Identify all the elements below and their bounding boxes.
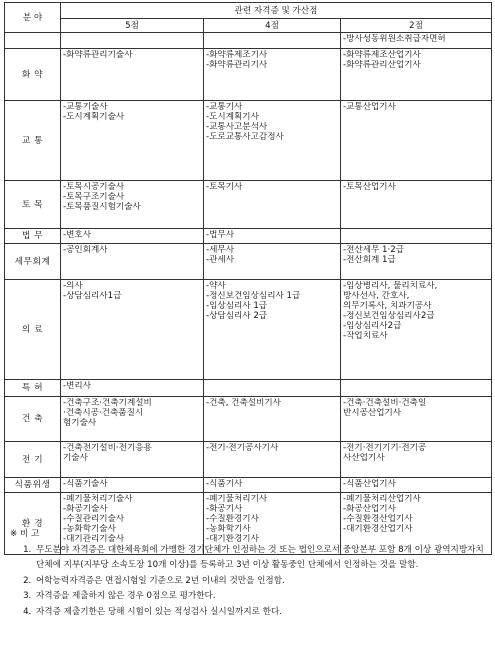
remarks-title: ※ 비 고 xyxy=(10,529,40,539)
points-4-cell xyxy=(204,229,341,244)
certificate-item: -토목시공기술사 xyxy=(63,182,125,192)
certificate-points-table xyxy=(4,2,492,555)
certificate-item: -대기환경산업기사 xyxy=(343,524,413,534)
remark-item: 4. 자격증 제출기한은 당해 시험이 있는 적성검사 실시일까지로 한다. xyxy=(34,605,488,621)
certificate-item: -상담심리사1급 xyxy=(63,291,122,301)
certificate-item: -화약류제조기사 xyxy=(206,50,268,60)
certificate-item: -토목품질시험기술사 xyxy=(63,202,141,212)
points-5-cell xyxy=(61,380,204,397)
points-2-cell xyxy=(341,380,492,397)
certificate-item: -도시계획기술사 xyxy=(63,112,125,122)
certificate-item: -화공기사 xyxy=(206,504,243,514)
certificate-item: 험기술사 xyxy=(63,418,97,428)
certificate-item: -도시계획기사 xyxy=(206,112,259,122)
points-2-cell xyxy=(341,442,492,478)
certificate-item: -건축구조·건축기계설비 xyxy=(63,398,152,408)
points-5-header: 5점 xyxy=(61,19,204,33)
certificate-item: -변호사 xyxy=(63,230,92,240)
table-row xyxy=(5,280,492,380)
points-2-cell xyxy=(341,49,492,101)
remarks-section xyxy=(8,527,488,620)
points-4-cell xyxy=(204,397,341,442)
certificate-item: -식품산업기사 xyxy=(343,479,396,489)
points-4-cell xyxy=(204,478,341,493)
certificate-item: -전기·전기공사기사 xyxy=(206,443,279,453)
certificate-item: -건축·건축설비·건축일 xyxy=(343,398,427,408)
certificate-item: -토목기사 xyxy=(206,182,243,192)
table-row xyxy=(5,478,492,493)
certificate-item: -토목산업기사 xyxy=(343,182,396,192)
certificate-item: -작업치료사 xyxy=(343,331,388,341)
certificate-item: -교통산업기사 xyxy=(343,102,396,112)
certificate-item: -관세사 xyxy=(206,255,235,265)
table-row xyxy=(5,442,492,478)
field-header: 분 야 xyxy=(5,3,61,33)
points-4-cell xyxy=(204,380,341,397)
points-5-cell xyxy=(61,442,204,478)
certificate-item: -법무사 xyxy=(206,230,235,240)
certificate-item: -의사 xyxy=(63,281,83,291)
table-row xyxy=(5,229,492,244)
certificate-item: -임상병리사, 물리치료사, xyxy=(343,281,438,291)
points-2-cell xyxy=(341,478,492,493)
certificate-item: -화공산업기사 xyxy=(343,504,396,514)
certificate-item: 의무기록사, 치과기공사 xyxy=(343,301,432,311)
points-5-cell xyxy=(61,280,204,380)
certificate-item: -식품기술사 xyxy=(63,479,108,489)
certificate-item: -건축, 건축설비기사 xyxy=(206,398,281,408)
certificate-item: 사산업기사 xyxy=(343,453,385,463)
points-4-cell xyxy=(204,181,341,229)
points-4-cell xyxy=(204,442,341,478)
certificate-item: -전기·전기기기·전기공 xyxy=(343,443,427,453)
certificate-item: -수질관리기술사 xyxy=(63,514,125,524)
field-name-cell: 건 축 xyxy=(5,397,61,442)
field-name-cell: 법 무 xyxy=(5,229,61,244)
certificate-item: -정신보건임상심리사 1급 xyxy=(206,291,301,301)
certificate-item: -방사성동위원소취급자면허 xyxy=(343,34,446,44)
certificate-item: -대기관리기술사 xyxy=(63,534,125,544)
certificate-item: 방사선사, 간호사, xyxy=(343,291,410,301)
table-row xyxy=(5,397,492,442)
certificate-item: -임상심리사2급 xyxy=(343,321,402,331)
table-row xyxy=(5,181,492,229)
table-row xyxy=(5,244,492,280)
certificate-item: -화공기술사 xyxy=(63,504,108,514)
certificate-item: -화약류관리기술사 xyxy=(63,50,133,60)
remark-item: 1. 무도분야 자격증은 대한체육회에 가맹한 경기단체가 인정하는 것 또는 법인으로서 중앙본부 포함 8개 이상 광역지방자치단체에 지부(지부당 소속도장 10개 이상)를 등록하고 3년 이상 활동중인 단체에서 인정하는 것을 말함. xyxy=(34,543,488,574)
points-2-cell xyxy=(341,33,492,49)
field-name-cell: 세무회계 xyxy=(5,244,61,280)
certificate-item: -전산세무 1·2급 xyxy=(343,245,405,255)
certificate-item: -폐기물처리기사 xyxy=(206,494,268,504)
table-row xyxy=(5,49,492,101)
certificate-item: -정신보건임상심리사2급 xyxy=(343,311,435,321)
points-4-cell xyxy=(204,280,341,380)
certificate-item: -화약류제조산업기사 xyxy=(343,50,421,60)
field-name-cell: 교 통 xyxy=(5,101,61,181)
certificate-item: -폐기물처리기술사 xyxy=(63,494,133,504)
remark-item: 3. 자격증을 제출하지 않은 경우 0점으로 평가한다. xyxy=(34,589,488,605)
certificate-item: -화약류관리산업기사 xyxy=(343,60,421,70)
points-4-header: 4점 xyxy=(204,19,341,33)
certificate-item: -대기환경기사 xyxy=(206,534,259,544)
points-5-cell xyxy=(61,181,204,229)
certificate-item: -공인회계사 xyxy=(63,245,108,255)
table-body xyxy=(5,33,492,555)
certificate-item: -전산회계 1급 xyxy=(343,255,396,265)
certificate-item: -토목구조기술사 xyxy=(63,192,125,202)
remark-item: 2. 어학능력자격증은 면접시험일 기준으로 2년 이내의 것만을 인정함. xyxy=(34,574,488,590)
certificate-item: 반시공산업기사 xyxy=(343,408,402,418)
points-4-cell xyxy=(204,49,341,101)
certificate-item: -수질환경산업기사 xyxy=(343,514,413,524)
group-header: 관련 자격증 및 가산점 xyxy=(61,3,492,19)
points-5-cell xyxy=(61,49,204,101)
remarks-list xyxy=(8,543,488,621)
points-2-cell xyxy=(341,397,492,442)
table-row xyxy=(5,380,492,397)
certificate-item: -폐기물처리산업기사 xyxy=(343,494,421,504)
points-2-cell xyxy=(341,244,492,280)
field-name-cell: 의 료 xyxy=(5,280,61,380)
points-2-cell xyxy=(341,229,492,244)
field-name-cell: 환 경 xyxy=(5,493,61,555)
points-5-cell xyxy=(61,229,204,244)
certificate-item: -도로교통사고감정사 xyxy=(206,132,284,142)
certificate-item: -교통사고분석사 xyxy=(206,122,268,132)
points-2-cell xyxy=(341,101,492,181)
certificate-item: 기술사 xyxy=(63,453,88,463)
certificate-item: -변리사 xyxy=(63,381,92,391)
certificate-item: -교통기사 xyxy=(206,102,243,112)
certificate-item: -교통기술사 xyxy=(63,102,108,112)
field-name-cell: 화 약 xyxy=(5,49,61,101)
certificate-item: -상담심리사 2급 xyxy=(206,311,268,321)
certificate-item: -세무사 xyxy=(206,245,235,255)
points-5-cell xyxy=(61,101,204,181)
points-5-cell xyxy=(61,244,204,280)
points-5-cell xyxy=(61,478,204,493)
field-name-cell: 전 기 xyxy=(5,442,61,478)
certificate-item: -수질환경기사 xyxy=(206,514,259,524)
field-name-cell: 토 목 xyxy=(5,181,61,229)
points-4-cell xyxy=(204,244,341,280)
certificate-item: -농화학기사 xyxy=(206,524,251,534)
certificate-item: -임상심리사 1급 xyxy=(206,301,268,311)
certificate-item: -농화학기술사 xyxy=(63,524,116,534)
certificate-item: -화약류관리기사 xyxy=(206,60,268,70)
points-5-cell xyxy=(61,397,204,442)
table-row xyxy=(5,101,492,181)
certificate-item: -식품기사 xyxy=(206,479,243,489)
field-name-cell: 식품위생 xyxy=(5,478,61,493)
certificate-item: -약사 xyxy=(206,281,226,291)
points-4-cell xyxy=(204,33,341,49)
points-2-header: 2점 xyxy=(341,19,492,33)
points-4-cell xyxy=(204,101,341,181)
certificate-item: ·건축시공·건축품질시 xyxy=(63,408,144,418)
field-name-cell xyxy=(5,33,61,49)
table-row xyxy=(5,33,492,49)
field-name-cell: 특 허 xyxy=(5,380,61,397)
certificate-item: -건축전기설비·전기응용 xyxy=(63,443,152,453)
points-2-cell xyxy=(341,181,492,229)
points-5-cell xyxy=(61,33,204,49)
points-2-cell xyxy=(341,280,492,380)
